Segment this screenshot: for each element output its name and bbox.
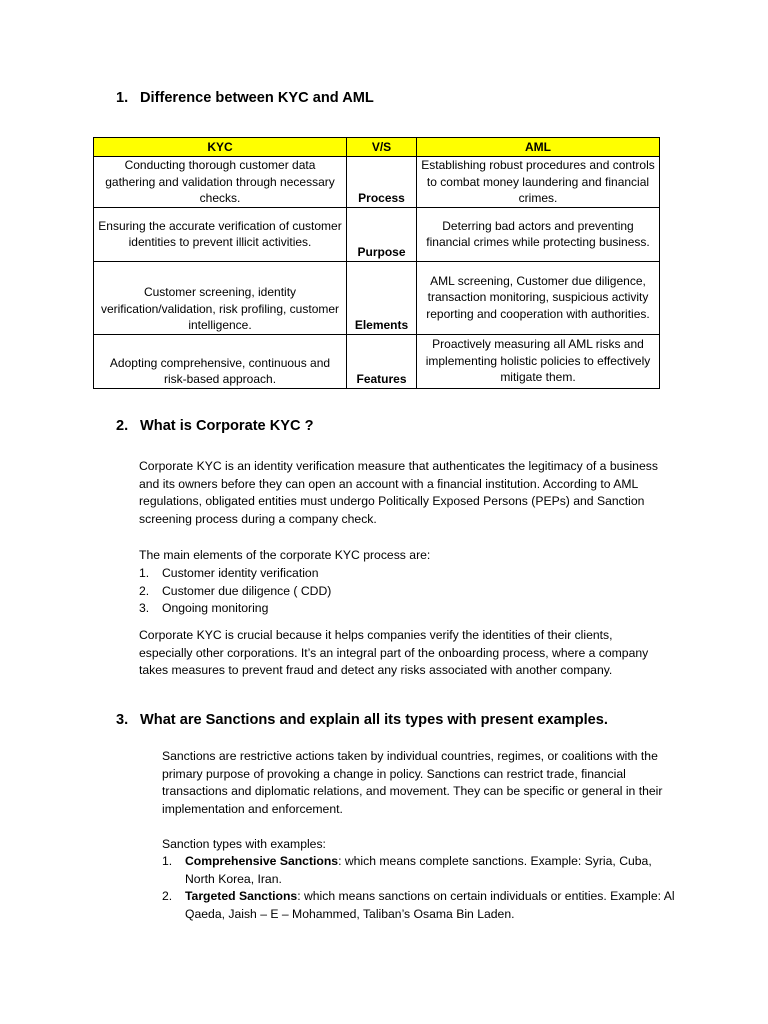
kyc-cell: Ensuring the accurate verification of customer identities to prevent illicit activities.	[94, 207, 347, 261]
sanction-type-term: Targeted Sanctions	[185, 889, 298, 903]
corporate-kyc-importance: Corporate KYC is crucial because it helps companies verify the identities of their clients, especially other corporations. It’s an integral part of the onboarding process, where a company takes measures to prevent fraud and detect any risks associated with another company.	[139, 628, 649, 677]
kyc-cell: Conducting thorough customer data gathering and validation through necessary checks.	[94, 157, 347, 208]
section-2-title: What is Corporate KYC ?	[140, 418, 314, 434]
section-2-number: 2.	[116, 418, 129, 434]
sanction-type-term: Comprehensive Sanctions	[185, 854, 339, 868]
section-1-number: 1.	[116, 90, 129, 106]
header-aml: AML	[417, 138, 660, 157]
sanction-types-list	[162, 853, 682, 923]
row-label: Elements	[347, 261, 417, 334]
kyc-cell: Adopting comprehensive, continuous and risk-based approach.	[94, 334, 347, 388]
aml-cell: AML screening, Customer due diligence, transaction monitoring, suspicious activity reporting and cooperation with authorities.	[417, 261, 660, 334]
aml-cell: Deterring bad actors and preventing financial crimes while protecting business.	[417, 207, 660, 261]
sanctions-definition: Sanctions are restrictive actions taken by individual countries, regimes, or coalitions with the primary purpose of provoking a change in policy. Sanctions can restrict trade, financial transactions and diplomatic relations, and movement. They can be specific or general in their implementation and enforcement.	[162, 749, 663, 816]
header-kyc: KYC	[94, 138, 347, 157]
aml-cell: Proactively measuring all AML risks and implementing holistic policies to effectively mitigate them.	[417, 334, 660, 388]
section-1-title: Difference between KYC and AML	[140, 90, 374, 106]
table-row	[94, 157, 660, 208]
corporate-kyc-list-intro: The main elements of the corporate KYC process are:	[139, 548, 431, 562]
list-item: 1. Comprehensive Sanctions: which means complete sanctions. Example: Syria, Cuba, North Korea, Iran.	[162, 854, 652, 886]
header-vs: V/S	[347, 138, 417, 157]
row-label: Process	[347, 157, 417, 208]
section-2-heading	[116, 416, 314, 436]
sanction-types-intro: Sanction types with examples:	[162, 837, 326, 851]
corporate-kyc-elements-list	[139, 565, 659, 618]
aml-cell: Establishing robust procedures and controls to combat money laundering and financial crimes.	[417, 157, 660, 208]
corporate-kyc-definition: Corporate KYC is an identity verification measure that authenticates the legitimacy of a business and its owners before they can open an account with a financial institution. According to AML regulations, obligated entities must undergo Politically Exposed Persons (PEPs) and Sanction screening process during a company check.	[139, 459, 658, 526]
section-3-title: What are Sanctions and explain all its types with present examples.	[140, 712, 608, 728]
section-3-heading	[116, 710, 608, 730]
list-item: 2. Customer due diligence ( CDD)	[139, 583, 332, 598]
kyc-aml-comparison-table	[93, 137, 660, 389]
section-1-heading	[116, 88, 374, 108]
list-item: 1. Customer identity verification	[139, 566, 319, 580]
table-header-row	[94, 138, 660, 157]
kyc-cell: Customer screening, identity verification/validation, risk profiling, customer intelligence.	[94, 261, 347, 334]
table-row	[94, 334, 660, 388]
list-item: 3. Ongoing monitoring	[139, 601, 269, 615]
row-label: Features	[347, 334, 417, 388]
row-label: Purpose	[347, 207, 417, 261]
list-item: 2. Targeted Sanctions: which means sanctions on certain individuals or entities. Example: Al Qaeda, Jaish – E – Mohammed, Taliban’s Osama Bin Laden.	[162, 889, 675, 921]
section-3-number: 3.	[116, 712, 129, 728]
table-row	[94, 261, 660, 334]
table-row	[94, 207, 660, 261]
